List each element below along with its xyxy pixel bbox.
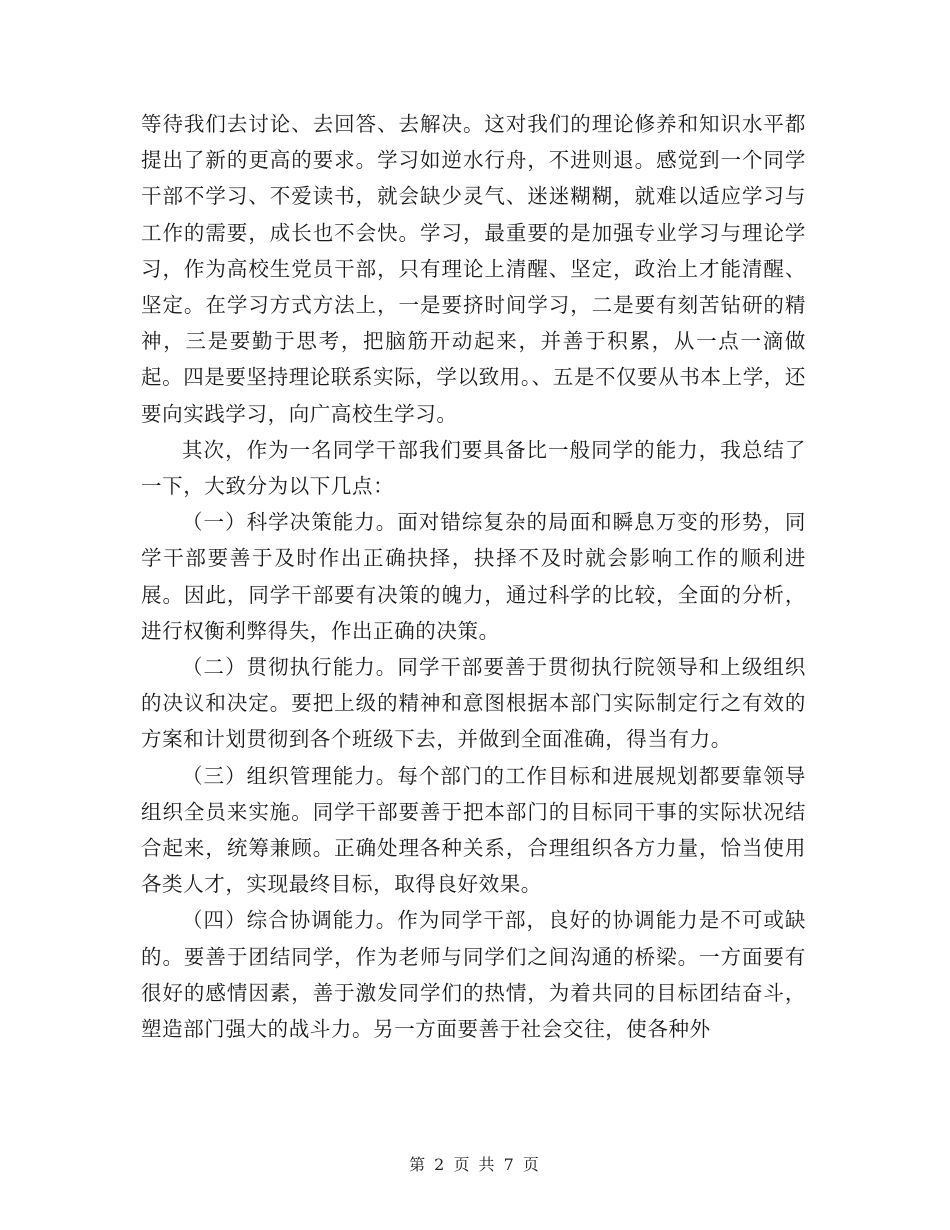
paragraph-execution-ability: （二）贯彻执行能力。同学干部要善于贯彻执行院领导和上级组织的决议和决定。要把上级的精神和意图根据本部门实际制定行之有效的方案和计划贯彻到各个班级下去，并做到全面准确，得当有力。 <box>141 655 806 752</box>
page-number-footer: 第 2 页 共 7 页 <box>409 1155 541 1174</box>
paragraph-continuation: 等待我们去讨论、去回答、去解决。这对我们的理论修养和知识水平都提出了新的更高的要求。学习如逆水行舟，不进则退。感觉到一个同学干部不学习、不爱读书，就会缺少灵气、迷迷糊糊，就难以适应学习与工作的需要，成长也不会快。学习，最重要的是加强专业学习与理论学习，作为高校生党员干部，只有理论上清醒、坚定，政治上才能清醒、坚定。在学习方式方法上，一是要挤时间学习，二是要有刻苦钻研的精神，三是要勤于思考，把脑筋开动起来，并善于积累，从一点一滴做起。四是要坚持理论联系实际，学以致用。、五是不仅要从书本上学，还要向实践学习，向广高校生学习。 <box>141 112 806 426</box>
paragraph-coordination-ability: （四）综合协调能力。作为同学干部，良好的协调能力是不可或缺的。要善于团结同学，作为老师与同学们之间沟通的桥梁。一方面要有很好的感情因素，善于激发同学们的热情，为着共同的目标团结奋斗，塑造部门强大的战斗力。另一方面要善于社会交往，使各种外 <box>141 908 806 1042</box>
paragraph-intro-abilities: 其次，作为一名同学干部我们要具备比一般同学的能力，我总结了一下，大致分为以下几点： <box>141 437 806 499</box>
paragraph-management-ability: （三）组织管理能力。每个部门的工作目标和进展规划都要靠领导组织全员来实施。同学干部要善于把本部门的目标同干事的实际状况结合起来，统筹兼顾。正确处理各种关系，合理组织各方力量，恰当使用各类人才，实现最终目标，取得良好效果。 <box>141 763 806 897</box>
document-body <box>141 106 806 1047</box>
paragraph-decision-ability: （一）科学决策能力。面对错综复杂的局面和瞬息万变的形势，同学干部要善于及时作出正确抉择，抉择不及时就会影响工作的顺利进展。因此，同学干部要有决策的魄力，通过科学的比较，全面的分析，进行权衡利弊得失，作出正确的决策。 <box>141 510 806 643</box>
